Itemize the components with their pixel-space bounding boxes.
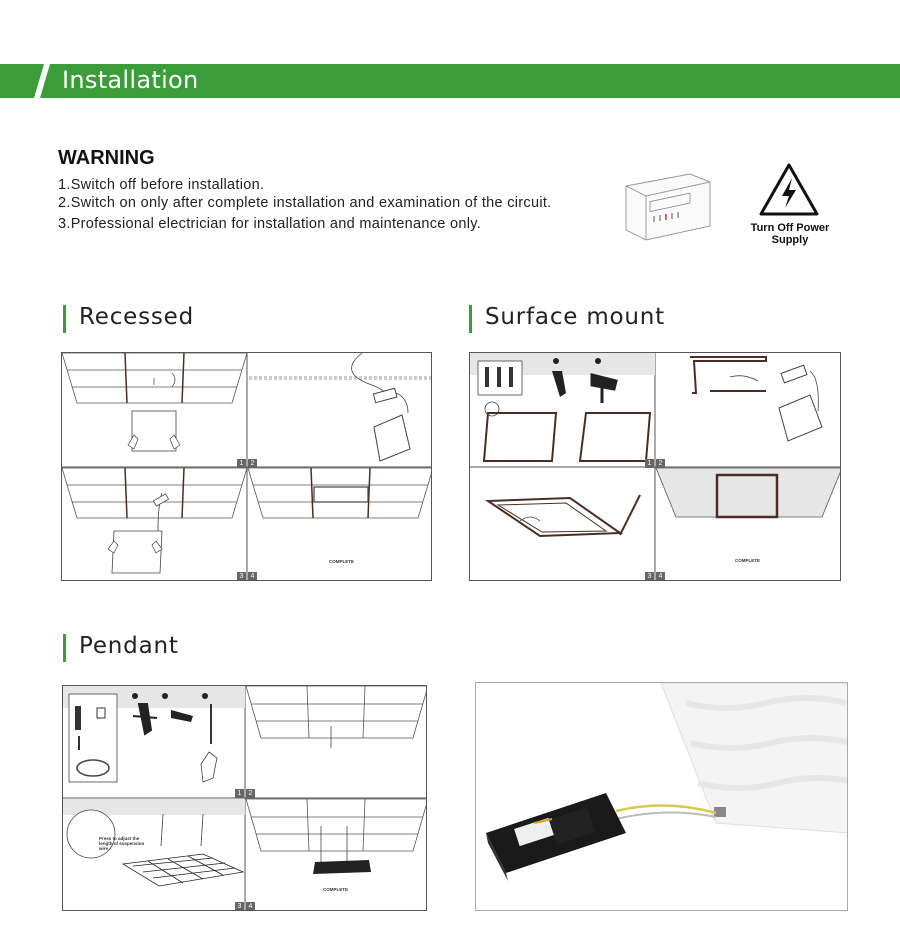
warning-item: 1.Switch off before installation. <box>58 177 265 193</box>
complete-label: COMPLETE <box>323 887 349 892</box>
warning-item: 3.Professional electrician for installation and maintenance only. <box>58 216 482 232</box>
step-number: 2 <box>248 459 257 468</box>
step-number: 1 <box>237 459 246 468</box>
led-panel-driver-image <box>476 683 848 911</box>
turn-off-power-label: Turn Off Power Supply <box>750 222 830 246</box>
warning-item: 2.Switch on only after complete installation and examination of the circuit. <box>58 195 552 211</box>
surface-mount-heading: Surface mount <box>485 304 665 330</box>
high-voltage-warning-icon <box>758 162 820 218</box>
recessed-steps-illustration <box>62 353 432 581</box>
driver-connection-photo <box>475 682 848 911</box>
step-number: 3 <box>237 572 246 581</box>
step-number: 1 <box>235 789 244 798</box>
complete-label: COMPLETE <box>735 558 761 563</box>
recessed-heading: Recessed <box>79 304 195 330</box>
complete-label: COMPLETE <box>329 559 355 564</box>
step-number: 4 <box>246 902 255 911</box>
step-number: 2 <box>656 459 665 468</box>
pendant-diagram <box>62 685 427 911</box>
surface-mount-diagram <box>469 352 841 581</box>
pendant-heading: Pendant <box>79 633 179 659</box>
suspension-wire-note: Press to adjust the length of suspension wire <box>99 836 145 851</box>
warning-title: WARNING <box>58 147 155 169</box>
recessed-diagram <box>61 352 432 581</box>
section-accent-bar <box>63 634 66 662</box>
step-number: 4 <box>248 572 257 581</box>
step-number: 2 <box>246 789 255 798</box>
pendant-steps-illustration <box>63 686 427 911</box>
step-number: 4 <box>656 572 665 581</box>
breaker-box-icon <box>620 170 715 242</box>
step-number: 3 <box>235 902 244 911</box>
section-banner-title: Installation <box>62 66 199 94</box>
step-number: 3 <box>645 572 654 581</box>
section-accent-bar <box>63 305 66 333</box>
step-number: 1 <box>645 459 654 468</box>
section-accent-bar <box>469 305 472 333</box>
